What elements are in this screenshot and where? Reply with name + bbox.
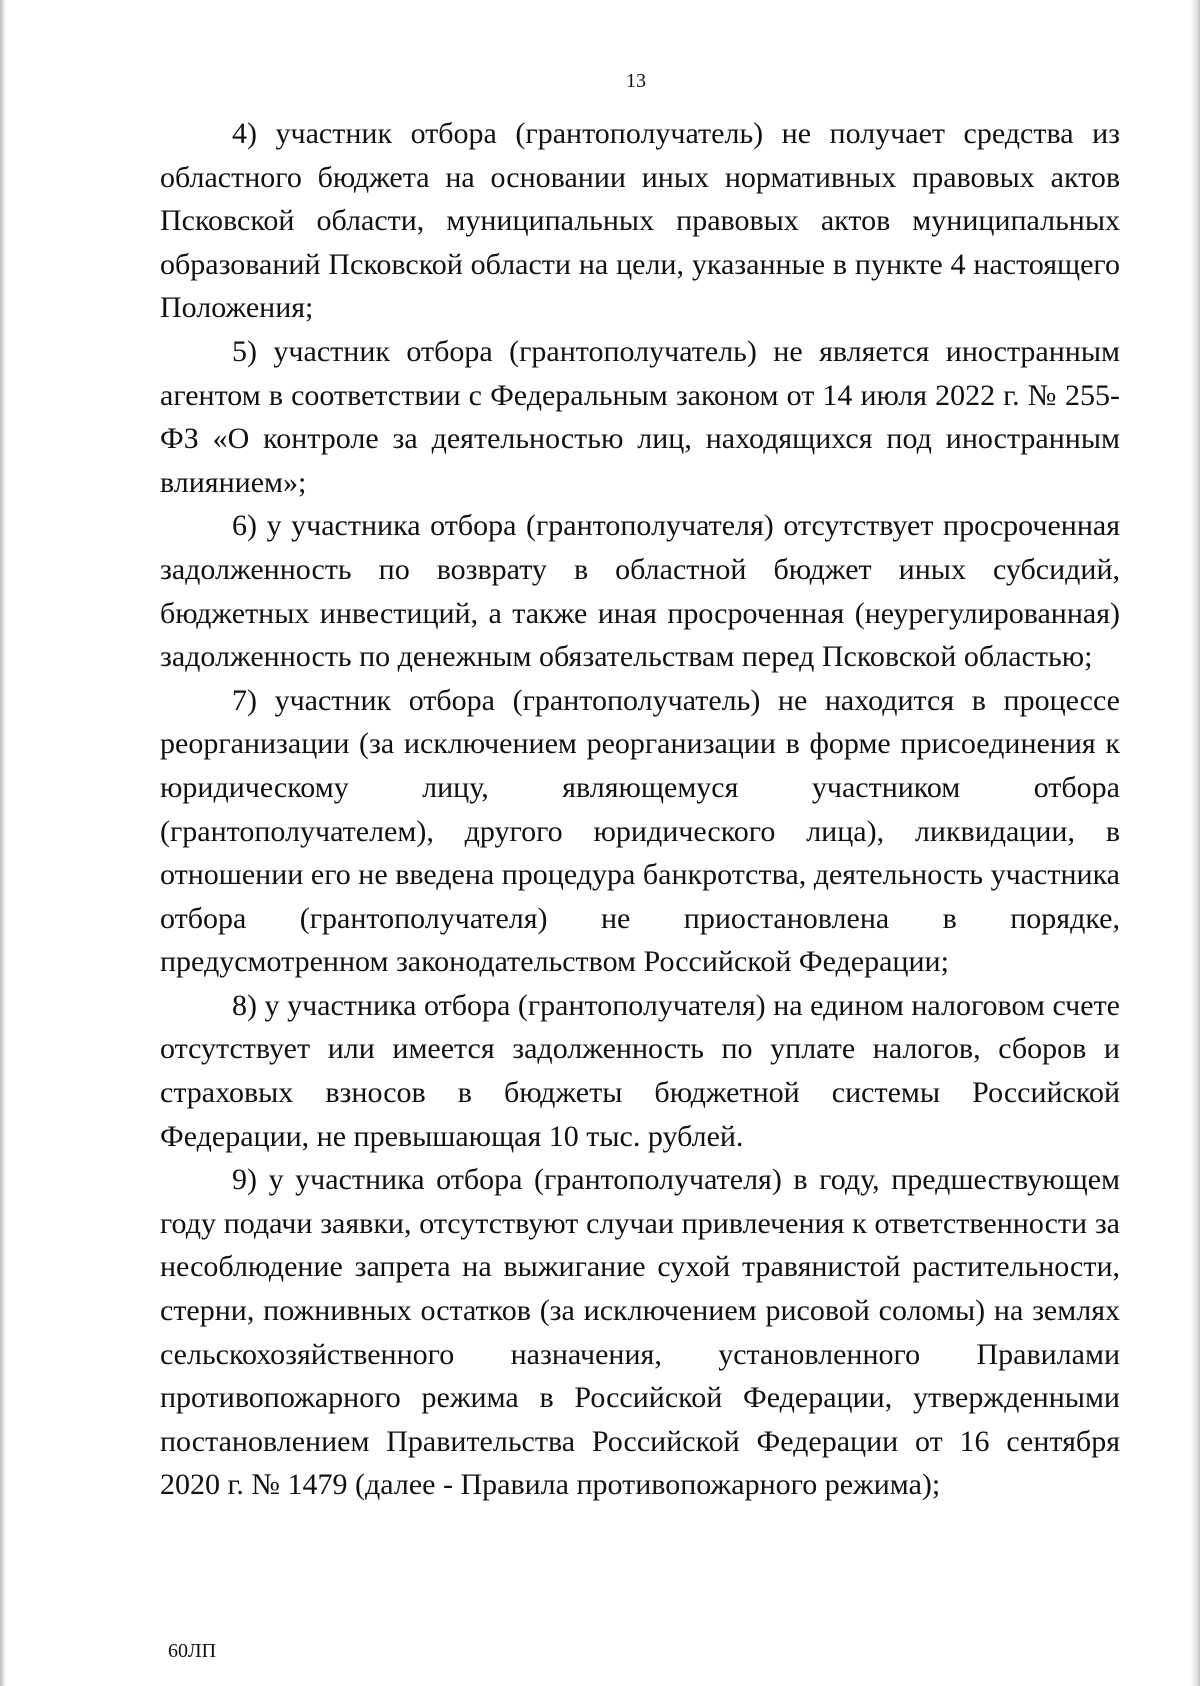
paragraph-item-9: 9) у участника отбора (грантополучателя) в году, предшествующем году подачи заявки, отсутствуют случаи привлечения к ответственности за несоблюдение запрета на выжигание сухой травянистой растительности, стерни, пожнивных остатков (за исключением рисовой соломы) на землях сельскохозяйственного назначения, установленного Правилами противопожарного режима в Российской Федерации, утвержденными постановлением Правительства Российской Федерации от 16 сентября 2020 г. № 1479 (далее - Правила противопожарного режима); — [160, 1163, 1120, 1502]
paragraph-item-5: 5) участник отбора (грантополучатель) не является иностранным агентом в соответствии с Федеральным законом от 14 июля 2022 г. № 255-ФЗ «О контроле за деятельностью лиц, находящихся под иностранным влиянием»; — [160, 334, 1120, 499]
page-number: 13 — [626, 70, 646, 92]
scan-edge-right — [1190, 0, 1200, 1686]
paragraph-item-8: 8) у участника отбора (грантополучателя) на едином налоговом счете отсутствует или имеется задолженность по уплате налогов, сборов и страховых взносов в бюджеты бюджетной системы Российской Федерации, не превышающая 10 тыс. рублей. — [160, 988, 1120, 1153]
paragraph-item-7: 7) участник отбора (грантополучатель) не находится в процессе реорганизации (за исключением реорганизации в форме присоединения к юридическому лицу, являющемуся участником отбора (грантополучателем), другого юридического лица), ликвидации, в отношении его не введена процедура банкротства, деятельность участника отбора (грантополучателя) не приостановлена в порядке, предусмотренном законодательством Российской Федерации; — [160, 683, 1120, 979]
paragraph-item-4: 4) участник отбора (грантополучатель) не получает средства из областного бюджета на основании иных нормативных правовых актов Псковской области, муниципальных правовых актов муниципальных образований Псковской области на цели, указанные в пункте 4 настоящего Положения; — [160, 117, 1120, 325]
scan-edge-left — [0, 0, 6, 1686]
paragraph-item-6: 6) у участника отбора (грантополучателя) отсутствует просроченная задолженность по возврату в областной бюджет иных субсидий, бюджетных инвестиций, а также иная просроченная (неурегулированная) задолженность по денежным обязательствам перед Псковской областью; — [160, 509, 1120, 674]
footer-code: 60ЛП — [168, 1640, 217, 1662]
document-body — [160, 112, 1120, 1507]
